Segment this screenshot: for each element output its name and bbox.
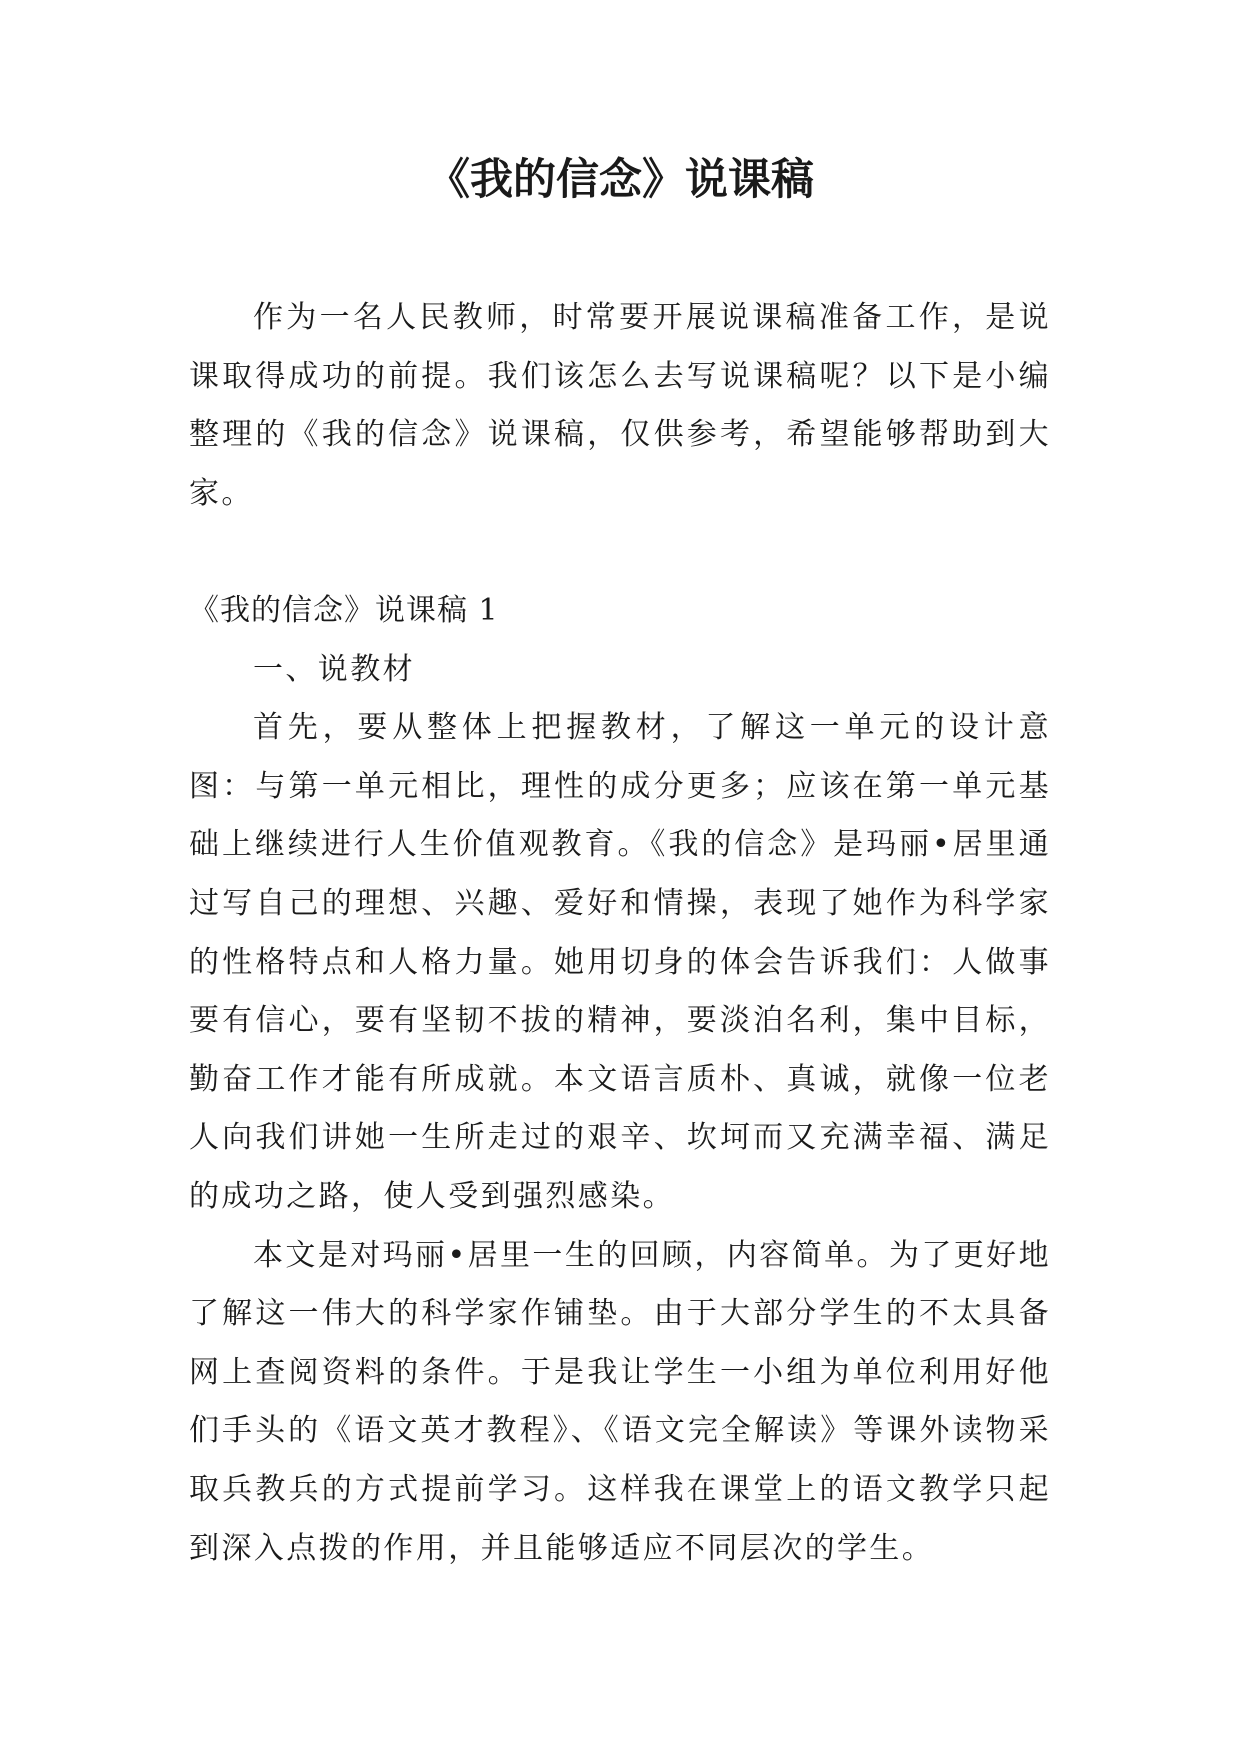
subheading: 一、说教材 — [253, 651, 415, 687]
section-block — [189, 582, 1051, 1578]
section-heading: 《我的信念》说课稿 1 — [189, 593, 499, 628]
document-title: 《我的信念》说课稿 — [427, 155, 814, 205]
body-paragraph: 本文是对玛丽•居里一生的回顾，内容简单。为了更好地了解这一伟大的科学家作铺垫。由于大部分学生的不太具备网上查阅资料的条件。于是我让学生一小组为单位利用好他们手头的《语文英才教程》、《语文完全解读》等课外读物采取兵教兵的方式提前学习。这样我在课堂上的语文教学只起到深入点拨的作用，并且能够适应不同层次的学生。 — [189, 1237, 1051, 1566]
intro-paragraph: 作为一名人民教师，时常要开展说课稿准备工作，是说课取得成功的前提。我们该怎么去写说课稿呢？以下是小编整理的《我的信念》说课稿，仅供参考，希望能够帮助到大家。 — [189, 300, 1051, 511]
intro-block — [189, 289, 1051, 523]
body-paragraph: 首先，要从整体上把握教材，了解这一单元的设计意图：与第一单元相比，理性的成分更多；应该在第一单元基础上继续进行人生价值观教育。《我的信念》是玛丽•居里通过写自己的理想、兴趣、爱好和情操，表现了她作为科学家的性格特点和人格力量。她用切身的体会告诉我们：人做事要有信心，要有坚韧不拔的精神，要淡泊名利，集中目标，勤奋工作才能有所成就。本文语言质朴、真诚，就像一位老人向我们讲她一生所走过的艰辛、坎坷而又充满幸福、满足的成功之路，使人受到强烈感染。 — [189, 710, 1051, 1214]
